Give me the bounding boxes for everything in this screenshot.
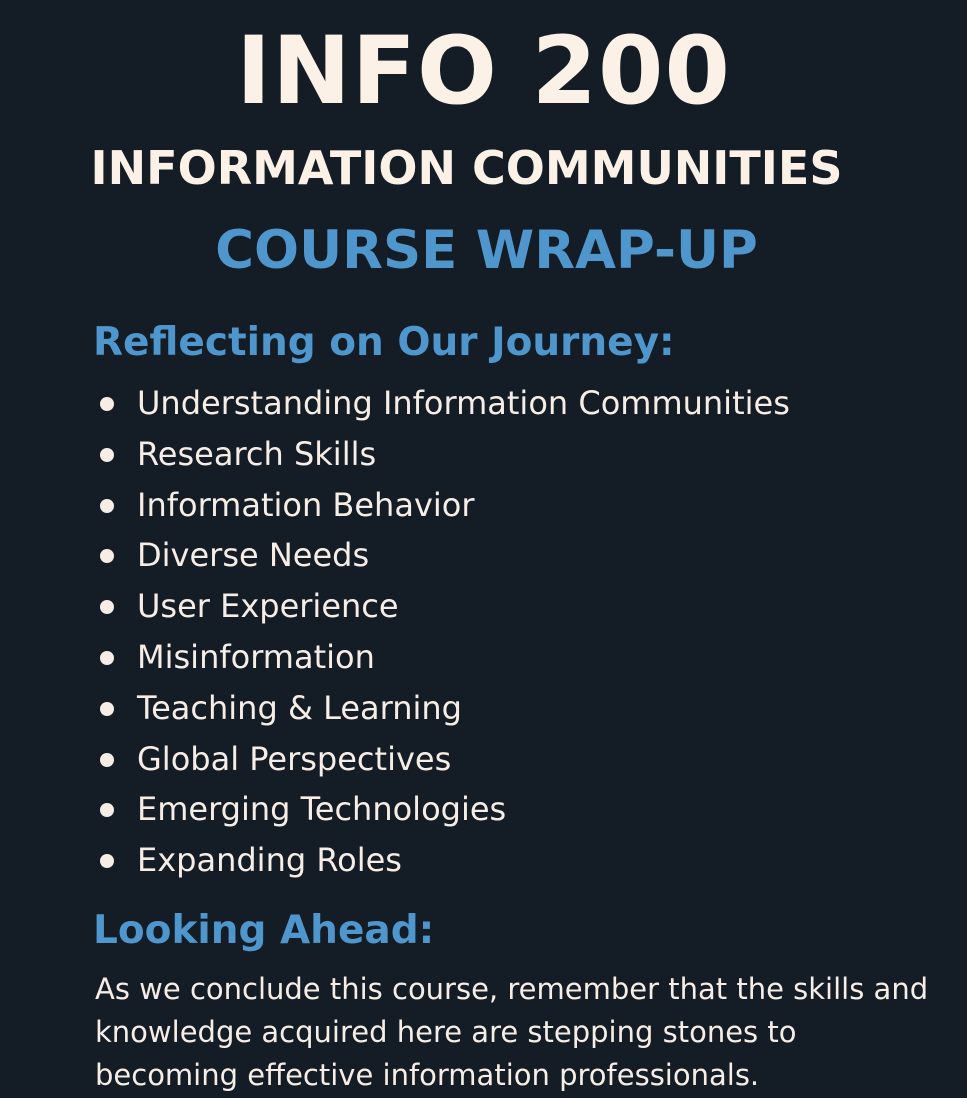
reflecting-heading: Reflecting on Our Journey:	[93, 320, 675, 365]
topic-label: Research Skills	[137, 434, 377, 473]
topic-label: Understanding Information Communities	[137, 384, 790, 422]
course-code-title: INFO 200	[236, 17, 731, 126]
bullet-icon	[100, 499, 114, 513]
topic-label: Diverse Needs	[137, 536, 370, 575]
bullet-icon	[100, 600, 114, 614]
bullet-icon	[100, 702, 114, 716]
closing-paragraph: As we conclude this course, remember that the skills and knowledge acquired here are stepping stones to becoming effective information professionals.	[95, 972, 929, 1092]
topic-label: Global Perspectives	[137, 739, 452, 778]
bullet-icon	[100, 651, 114, 665]
topic-label: Expanding Roles	[137, 841, 402, 880]
course-name-subtitle: INFORMATION COMMUNITIES	[90, 141, 843, 195]
bullet-icon	[100, 549, 114, 563]
looking-ahead-heading: Looking Ahead:	[93, 908, 435, 953]
bullet-icon	[100, 448, 114, 462]
topic-label: Emerging Technologies	[137, 790, 507, 829]
wrap-up-heading: COURSE WRAP-UP	[215, 220, 758, 281]
topic-label: User Experience	[137, 587, 399, 626]
bullet-icon	[100, 803, 114, 817]
bullet-icon	[100, 397, 114, 411]
bullet-icon	[100, 854, 114, 868]
topic-label: Information Behavior	[137, 485, 475, 524]
topic-label: Teaching & Learning	[137, 688, 462, 727]
topic-label: Misinformation	[137, 637, 375, 676]
bullet-icon	[100, 753, 114, 767]
